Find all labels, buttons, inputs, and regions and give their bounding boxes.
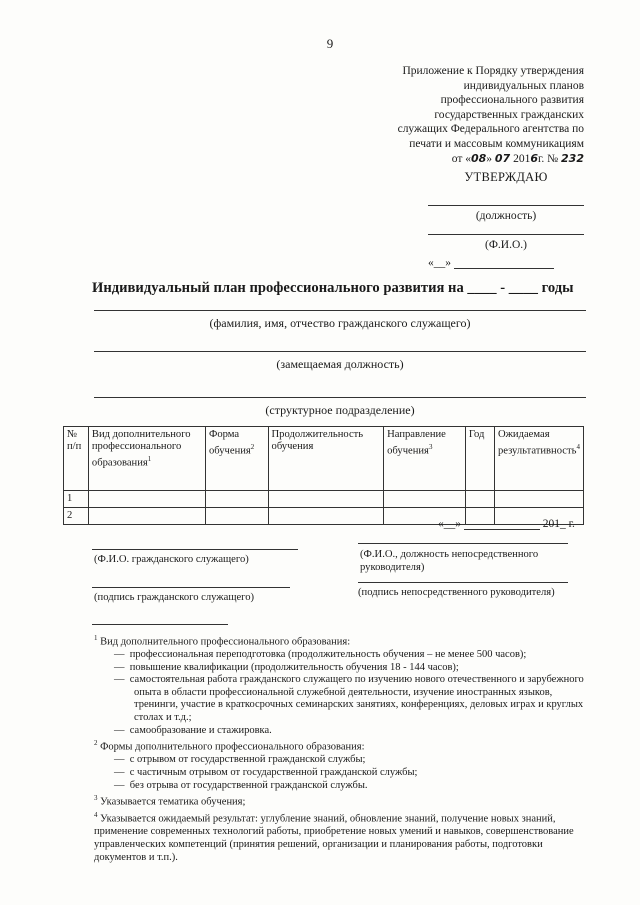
- row-number: 1: [64, 491, 89, 508]
- fio-manager-caption: (Ф.И.О., должность непосредственного руководителя): [360, 549, 539, 573]
- header-duration: Продолжительность обучения: [268, 427, 384, 491]
- field-department: [94, 396, 586, 418]
- header-form: Форма обучения$^2$: [205, 427, 268, 491]
- field-position-line[interactable]: [94, 350, 586, 352]
- header-result: Ожидаемая результативность$^4$: [494, 427, 583, 491]
- row-number: 2: [64, 508, 89, 525]
- footnote-2-item: — с частичным отрывом от государственной гражданской службы;: [114, 766, 418, 778]
- fio-employee-line[interactable]: [92, 549, 298, 550]
- footnote-1-item: — повышение квалификации (продолжительность обучения 18 - 144 часов);: [114, 661, 459, 673]
- table-cell[interactable]: [205, 491, 268, 508]
- plan-title: Индивидуальный план профессионального развития на ____ - ____ годы: [92, 280, 574, 296]
- fio-manager-line[interactable]: [358, 543, 568, 544]
- appendix-line: служащих Федерального агентства по: [397, 123, 584, 136]
- header-num: № п/п: [64, 427, 89, 491]
- field-department-caption: (структурное подразделение): [265, 403, 415, 417]
- table-cell[interactable]: [88, 508, 205, 525]
- table-header-row: [64, 427, 584, 491]
- appendix-line: печати и массовым коммуникациям: [409, 137, 584, 150]
- handwritten-order-number: 232: [561, 151, 584, 165]
- field-position: [94, 350, 586, 372]
- footnote-1-item: — профессиональная переподготовка (продолжительность обучения – не менее 500 часов);: [114, 649, 527, 661]
- appendix-line: государственных гражданских: [434, 108, 584, 121]
- table-date-line[interactable]: [464, 519, 540, 530]
- header-direction: Направление обучения$^3$: [384, 427, 466, 491]
- appendix-order-line: от «08» 07 2016г. № 232: [451, 151, 584, 165]
- table-row: [64, 491, 584, 508]
- sign-employee-caption: (подпись гражданского служащего): [94, 592, 255, 603]
- approve-date: «__»: [428, 257, 584, 269]
- appendix-line: профессионального развития: [440, 94, 584, 107]
- table-cell[interactable]: [384, 491, 466, 508]
- approval-block: [428, 170, 584, 269]
- footnote-2-item: — без отрыва от государственной гражданской службы.: [114, 779, 368, 791]
- sign-employee-line[interactable]: [92, 587, 290, 588]
- table-cell[interactable]: [268, 491, 384, 508]
- approve-title: УТВЕРЖДАЮ: [464, 170, 548, 184]
- footnotes: [94, 632, 594, 864]
- footnote-2-item: — с отрывом от государственной гражданской службы;: [114, 754, 366, 766]
- field-fio: [94, 309, 586, 331]
- sign-manager-line[interactable]: [358, 582, 568, 583]
- position-caption: (должность): [475, 210, 537, 222]
- page-number: 9: [326, 36, 334, 51]
- footnote-1-item: — самообразование и стажировка.: [114, 724, 272, 736]
- appendix-header: [324, 64, 584, 166]
- table-cell[interactable]: [494, 491, 583, 508]
- handwritten-year-digit: 6: [530, 151, 538, 165]
- table-cell[interactable]: [465, 491, 494, 508]
- table-cell[interactable]: [205, 508, 268, 525]
- table-cell[interactable]: [268, 508, 384, 525]
- fio-caption: (Ф.И.О.): [485, 239, 527, 251]
- sign-manager-caption: (подпись непосредственного руководителя): [358, 587, 555, 598]
- fio-employee-caption: (Ф.И.О. гражданского служащего): [94, 554, 249, 565]
- footnote-1-item: — самостоятельная работа гражданского служащего по изучению нового отечественного и зарубежного опыта в области профессиональной служебной деятельности, изучение иностранных языков, тренинги, участие в краткосрочных семинарских занятиях, конференциях, деловых играх и круглых столах и т.д.;: [114, 674, 584, 724]
- table-cell[interactable]: [88, 491, 205, 508]
- field-department-line[interactable]: [94, 396, 586, 398]
- handwritten-month: 07: [494, 151, 511, 165]
- position-line[interactable]: [428, 193, 584, 206]
- field-position-caption: (замещаемая должность): [276, 357, 404, 371]
- appendix-line: Приложение к Порядку утверждения: [402, 65, 584, 77]
- appendix-line: индивидуальных планов: [463, 79, 584, 92]
- footnote-1-title: $^1$ Вид дополнительного профессионального образования:: [94, 634, 351, 648]
- field-fio-line[interactable]: [94, 309, 586, 311]
- footnote-separator: [92, 624, 228, 625]
- table-date: «__» 201_ г.: [438, 518, 575, 530]
- header-type: Вид дополнительного профессионального образования$^1$: [88, 427, 205, 491]
- footnote-2-title: $^2$ Формы дополнительного профессионального образования:: [94, 739, 365, 753]
- handwritten-day: 08: [470, 151, 487, 165]
- footnote-3: $^3$ Указывается тематика обучения;: [94, 794, 246, 808]
- footnote-4: $^4$ Указывается ожидаемый результат: углубление знаний, обновление знаний, получение новых знаний, применение современных технологий работы, приобретение новых умений и навыков, совершенствование управленческих компетенций (принятия решений, организации и планирования работы, подготовки документов и т.п.).: [94, 811, 574, 863]
- field-fio-caption: (фамилия, имя, отчество гражданского служащего): [209, 316, 471, 330]
- approve-date-line[interactable]: [454, 258, 554, 269]
- plan-table: [63, 426, 584, 525]
- fio-line[interactable]: [428, 222, 584, 235]
- header-year: Год: [465, 427, 494, 491]
